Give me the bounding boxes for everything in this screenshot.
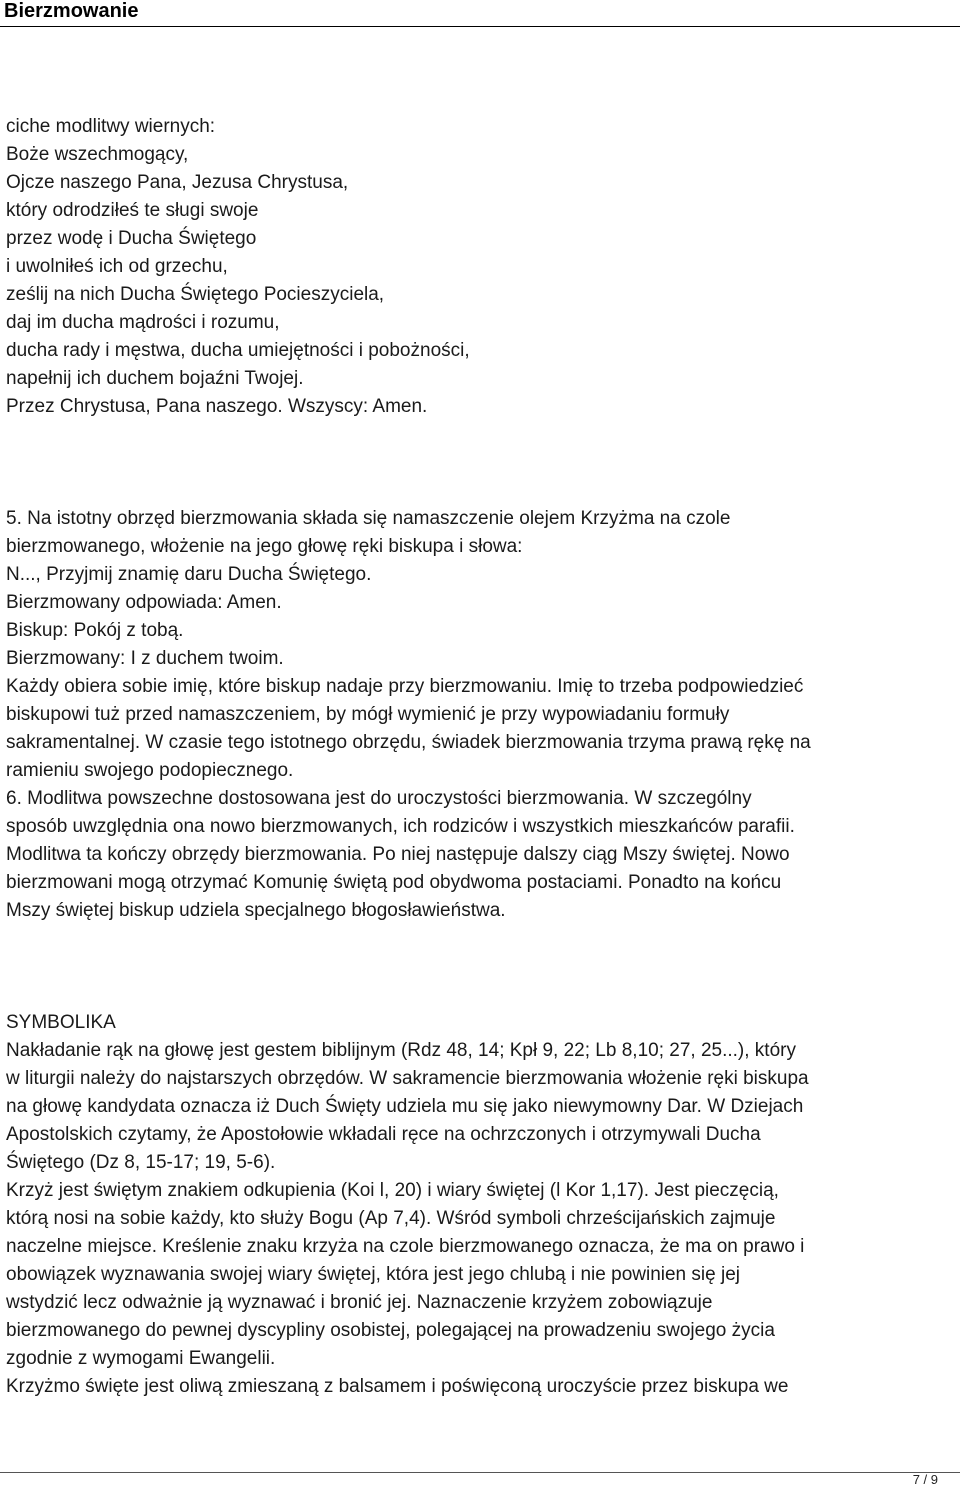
text-line: bierzmowani mogą otrzymać Komunię świętą pod obydwoma postaciami. Ponadto na końcu	[6, 872, 782, 893]
page-number: 7 / 9	[912, 1472, 938, 1487]
text-line: sakramentalnej. W czasie tego istotnego obrzędu, świadek bierzmowania trzyma prawą rękę na	[6, 732, 811, 753]
text-line: Mszy świętej biskup udziela specjalnego błogosławieństwa.	[6, 900, 506, 921]
text-line: napełnij ich duchem bojaźni Twojej.	[6, 368, 304, 389]
text-line: Nakładanie rąk na głowę jest gestem biblijnym (Rdz 48, 14; Kpł 9, 22; Lb 8,10; 27, 25...), który	[6, 1040, 796, 1061]
text-line: ducha rady i męstwa, ducha umiejętności i pobożności,	[6, 340, 470, 361]
document-title: Bierzmowanie	[4, 0, 139, 22]
text-line: Boże wszechmogący,	[6, 144, 189, 165]
text-line: obowiązek wyznawania swojej wiary świętej, która jest jego chlubą i nie powinien się jej	[6, 1264, 740, 1285]
text-line: Każdy obiera sobie imię, które biskup nadaje przy bierzmowaniu. Imię to trzeba podpowiedzieć	[6, 676, 804, 697]
text-line: bierzmowanego, włożenie na jego głowę ręki biskupa i słowa:	[6, 536, 523, 557]
text-line: Krzyż jest świętym znakiem odkupienia (Koi l, 20) i wiary świętej (l Kor 1,17). Jest pieczęcią,	[6, 1180, 779, 1201]
text-line: na głowę kandydata oznacza iż Duch Święty udziela mu się jako niewymowny Dar. W Dziejach	[6, 1096, 804, 1117]
text-line: Ojcze naszego Pana, Jezusa Chrystusa,	[6, 172, 349, 193]
text-line: ramieniu swojego podopiecznego.	[6, 760, 294, 781]
text-line: którą nosi na sobie każdy, kto służy Bogu (Ap 7,4). Wśród symboli chrześcijańskich zajmuje	[6, 1208, 776, 1229]
header-divider	[0, 26, 960, 27]
section-5-block	[6, 505, 956, 925]
text-line: 5. Na istotny obrzęd bierzmowania składa się namaszczenie olejem Krzyżma na czole	[6, 508, 731, 529]
text-line: Bierzmowany: I z duchem twoim.	[6, 648, 284, 669]
text-line: 6. Modlitwa powszechne dostosowana jest do uroczystości bierzmowania. W szczególny	[6, 788, 752, 809]
text-line: bierzmowanego do pewnej dyscypliny osobistej, polegającej na prowadzeniu swojego życia	[6, 1320, 775, 1341]
text-line: zgodnie z wymogami Ewangelii.	[6, 1348, 276, 1369]
text-line: naczelne miejsce. Kreślenie znaku krzyża na czole bierzmowanego oznacza, że ma on prawo i	[6, 1236, 805, 1257]
symbolika-block	[6, 1009, 956, 1401]
section-heading: SYMBOLIKA	[6, 1012, 116, 1033]
text-line: przez wodę i Ducha Świętego	[6, 228, 257, 249]
text-line: N..., Przyjmij znamię daru Ducha Świętego.	[6, 564, 372, 585]
text-line: i uwolniłeś ich od grzechu,	[6, 256, 228, 277]
text-line: biskupowi tuż przed namaszczeniem, by mógł wymienić je przy wypowiadaniu formuły	[6, 704, 730, 725]
text-line: Bierzmowany odpowiada: Amen.	[6, 592, 282, 613]
text-line: Przez Chrystusa, Pana naszego. Wszyscy: Amen.	[6, 396, 428, 417]
text-line: Krzyżmo święte jest oliwą zmieszaną z balsamem i poświęconą uroczyście przez biskupa we	[6, 1376, 789, 1397]
text-line: w liturgii należy do najstarszych obrzędów. W sakramencie bierzmowania włożenie ręki biskupa	[6, 1068, 809, 1089]
text-line: Modlitwa ta kończy obrzędy bierzmowania. Po niej następuje dalszy ciąg Mszy świętej. Nowo	[6, 844, 790, 865]
text-line: daj im ducha mądrości i rozumu,	[6, 312, 280, 333]
footer-divider	[0, 1472, 960, 1473]
text-line: ciche modlitwy wiernych:	[6, 116, 216, 137]
prayer-block	[6, 113, 956, 421]
text-line: który odrodziłeś te sługi swoje	[6, 200, 259, 221]
text-line: Biskup: Pokój z tobą.	[6, 620, 184, 641]
text-line: Apostolskich czytamy, że Apostołowie wkładali ręce na ochrzczonych i otrzymywali Ducha	[6, 1124, 761, 1145]
text-line: Świętego (Dz 8, 15-17; 19, 5-6).	[6, 1152, 276, 1173]
text-line: sposób uwzględnia ona nowo bierzmowanych, ich rodziców i wszystkich mieszkańców parafii.	[6, 816, 795, 837]
text-line: ześlij na nich Ducha Świętego Pocieszyciela,	[6, 284, 385, 305]
text-line: wstydzić lecz odważnie ją wyznawać i bronić jej. Naznaczenie krzyżem zobowiązuje	[6, 1292, 713, 1313]
